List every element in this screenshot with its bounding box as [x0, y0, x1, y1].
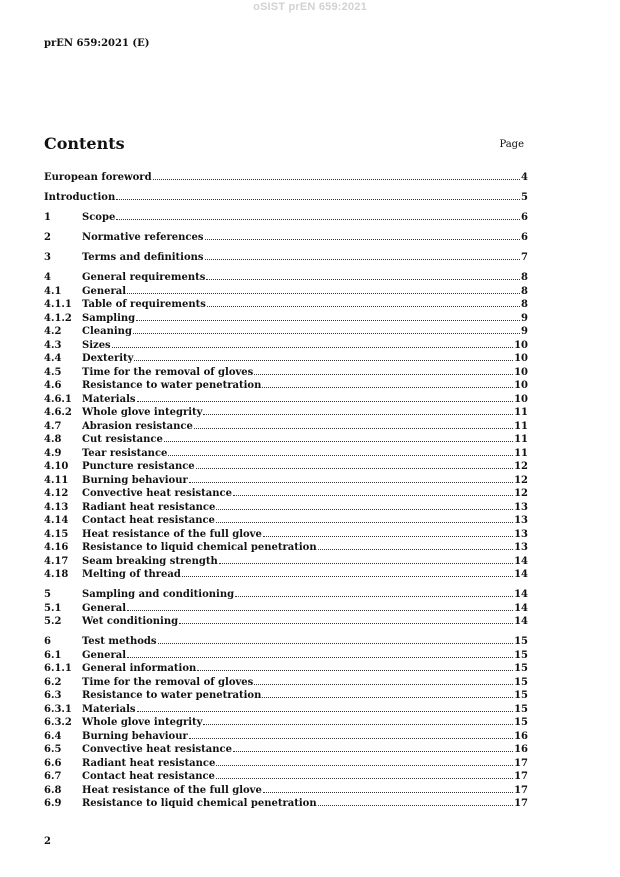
toc-entry-title: Burning behaviour [82, 474, 188, 486]
toc-entry-number: 4.7 [44, 420, 62, 432]
toc-dot-leader [219, 554, 513, 564]
toc-entry-title: Whole glove integrity [82, 717, 203, 728]
toc-dot-leader [158, 634, 514, 644]
toc-entry-title: Sampling and conditioning [82, 589, 235, 600]
toc-entry[interactable] [44, 378, 528, 392]
toc-dot-leader [164, 432, 513, 442]
toc-dot-leader [137, 702, 514, 712]
toc-dot-leader [153, 170, 520, 180]
toc-entry-page: 9 [521, 312, 528, 324]
toc-entry[interactable] [44, 675, 528, 689]
toc-entry-number: 6.5 [44, 744, 62, 755]
toc-entry-title: Normative references [82, 232, 204, 243]
toc-entry[interactable] [44, 614, 528, 628]
toc-entry[interactable] [44, 513, 528, 527]
toc-entry-page: 8 [521, 272, 528, 283]
toc-entry-page: 9 [521, 326, 528, 337]
toc-entry-page: 15 [514, 663, 528, 674]
toc-entry-title: Heat resistance of the full glove [82, 784, 262, 796]
toc-dot-leader [263, 783, 513, 793]
page-column-label: Page [499, 139, 524, 150]
toc-entry-title: Materials [82, 393, 136, 405]
toc-entry-title: Wet conditioning [82, 616, 179, 627]
toc-entry-title: Resistance to liquid chemical penetration [82, 542, 317, 553]
toc-dot-leader [137, 392, 514, 402]
toc-entry-number: 4.11 [44, 474, 69, 486]
toc-entry-page: 17 [514, 757, 528, 769]
toc-entry[interactable] [44, 527, 528, 541]
toc-entry-title: Radiant heat resistance [82, 501, 216, 513]
toc-dot-leader [216, 513, 513, 523]
toc-dot-leader [189, 473, 513, 483]
toc-entry[interactable] [44, 688, 528, 702]
toc-entry-page: 13 [514, 528, 528, 540]
toc-entry[interactable] [44, 587, 528, 601]
toc-entry-page: 14 [514, 555, 528, 567]
toc-dot-leader [133, 324, 520, 334]
toc-entry[interactable] [44, 783, 528, 797]
toc-entry-page: 15 [514, 636, 528, 647]
toc-entry-number: 6.4 [44, 730, 62, 742]
toc-entry-number: 5.2 [44, 616, 62, 627]
toc-entry[interactable] [44, 540, 528, 554]
toc-entry-page: 4 [521, 172, 528, 183]
toc-entry-number: 6.1 [44, 649, 62, 661]
toc-entry-number: 4.6.2 [44, 407, 72, 418]
toc-entry-page: 6 [521, 212, 528, 223]
toc-entry-number: 4.2 [44, 326, 62, 337]
toc-entry-page: 16 [514, 730, 528, 742]
toc-entry-number: 4.6.1 [44, 393, 72, 405]
toc-entry-number: 5 [44, 589, 51, 600]
toc-entry-title: General [82, 285, 127, 297]
toc-entry[interactable] [44, 769, 528, 783]
toc-dot-leader [197, 661, 513, 671]
toc-entry-title: Cleaning [82, 326, 132, 337]
toc-dot-leader [189, 729, 513, 739]
toc-entry-number: 4.6 [44, 380, 62, 391]
toc-entry[interactable] [44, 554, 528, 568]
toc-dot-leader [112, 338, 513, 348]
toc-entry[interactable] [44, 405, 528, 419]
toc-dot-leader [233, 742, 513, 752]
toc-entry-title: Contact heat resistance [82, 515, 215, 526]
toc-entry-title: Sampling [82, 312, 136, 324]
toc-entry-page: 8 [521, 285, 528, 297]
toc-entry[interactable] [44, 250, 528, 264]
toc-dot-leader [203, 405, 513, 415]
toc-entry-number: 4.16 [44, 542, 69, 553]
toc-dot-leader [127, 648, 513, 658]
toc-entry-title: General [82, 602, 127, 614]
toc-dot-leader [207, 297, 520, 307]
toc-entry-number: 6.3.2 [44, 717, 72, 728]
toc-entry-number: 6 [44, 636, 51, 647]
toc-entry-number: 4.9 [44, 447, 62, 459]
toc-dot-leader [127, 284, 520, 294]
toc-entry-number: 4.4 [44, 353, 62, 364]
toc-entry[interactable] [44, 210, 528, 224]
toc-dot-leader [116, 210, 520, 220]
toc-dot-leader [205, 250, 521, 260]
toc-entry[interactable] [44, 311, 528, 325]
toc-entry-number: 6.7 [44, 771, 62, 782]
toc-entry-number: 6.2 [44, 676, 62, 688]
toc-entry-number: 6.8 [44, 784, 62, 796]
toc-entry[interactable] [44, 324, 528, 338]
toc-entry-page: 11 [514, 407, 528, 418]
toc-entry-page: 14 [514, 616, 528, 627]
toc-entry-page: 14 [514, 589, 528, 600]
toc-entry-page: 15 [514, 717, 528, 728]
toc-entry-number: 2 [44, 232, 51, 243]
toc-entry-number: 4.3 [44, 339, 62, 351]
toc-entry[interactable] [44, 742, 528, 756]
toc-entry-title: Sizes [82, 339, 111, 351]
toc-entry-title: Test methods [82, 636, 157, 647]
toc-entry[interactable] [44, 297, 528, 311]
toc-entry-number: 4.17 [44, 555, 69, 567]
toc-entry-title: Scope [82, 212, 116, 223]
toc-dot-leader [233, 486, 513, 496]
toc-entry-number: 4.15 [44, 528, 69, 540]
toc-entry-title: Cut resistance [82, 434, 163, 445]
toc-entry-page: 17 [514, 784, 528, 796]
toc-entry-page: 16 [514, 744, 528, 755]
toc-entry-title: Tear resistance [82, 447, 168, 459]
toc-entry-title: Whole glove integrity [82, 407, 203, 418]
toc-entry-title: Materials [82, 703, 136, 715]
toc-dot-leader [205, 230, 521, 240]
toc-entry[interactable] [44, 419, 528, 433]
toc-entry[interactable] [44, 796, 528, 810]
toc-entry-page: 11 [514, 420, 528, 432]
toc-entry[interactable] [44, 459, 528, 473]
toc-entry[interactable] [44, 634, 528, 648]
toc-entry-title: Terms and definitions [82, 252, 204, 263]
toc-entry[interactable] [44, 473, 528, 487]
toc-entry-page: 15 [514, 649, 528, 661]
toc-entry-page: 11 [514, 434, 528, 445]
toc-entry-number: 6.3 [44, 690, 62, 701]
toc-entry-title: Seam breaking strength [82, 555, 218, 567]
toc-entry-page: 14 [514, 569, 528, 580]
toc-entry[interactable] [44, 702, 528, 716]
toc-entry[interactable] [44, 486, 528, 500]
toc-dot-leader [136, 311, 520, 321]
toc-entry-number: 1 [44, 212, 51, 223]
toc-entry[interactable] [44, 756, 528, 770]
toc-entry-title: Burning behaviour [82, 730, 188, 742]
toc-entry-page: 11 [514, 447, 528, 459]
toc-entry-title: Heat resistance of the full glove [82, 528, 262, 540]
toc-entry-page: 12 [514, 488, 528, 499]
toc-entry[interactable] [44, 284, 528, 298]
toc-entry-page: 10 [514, 380, 528, 391]
toc-dot-leader [134, 351, 513, 361]
toc-entry-number: 4.8 [44, 434, 62, 445]
toc-entry-page: 7 [521, 252, 528, 263]
toc-entry-number: 4.18 [44, 569, 69, 580]
toc-dot-leader [235, 587, 513, 597]
contents-heading: Contents [44, 134, 125, 153]
toc-entry-number: 3 [44, 252, 51, 263]
toc-entry-page: 12 [514, 461, 528, 472]
toc-entry-number: 5.1 [44, 602, 62, 614]
toc-entry-title: Melting of thread [82, 569, 181, 580]
toc-entry-page: 14 [514, 602, 528, 614]
toc-entry-title: Dexterity [82, 353, 134, 364]
toc-entry[interactable] [44, 365, 528, 379]
toc-entry-title: Puncture resistance [82, 461, 195, 472]
toc-entry-title: Radiant heat resistance [82, 757, 216, 769]
toc-entry-number: 4.12 [44, 488, 69, 499]
toc-entry-page: 15 [514, 676, 528, 688]
toc-entry-page: 17 [514, 771, 528, 782]
toc-entry[interactable] [44, 190, 528, 204]
toc-entry-page: 13 [514, 515, 528, 526]
toc-entry-page: 6 [521, 232, 528, 243]
toc-dot-leader [179, 614, 513, 624]
toc-entry-number: 6.6 [44, 757, 62, 769]
toc-dot-leader [216, 500, 513, 510]
toc-entry-title: Table of requirements [82, 299, 206, 310]
toc-entry[interactable] [44, 446, 528, 460]
toc-entry-number: 4.5 [44, 366, 62, 378]
toc-entry-number: 6.1.1 [44, 663, 72, 674]
toc-entry-title: Time for the removal of gloves [82, 366, 254, 378]
toc-entry[interactable] [44, 270, 528, 284]
toc-entry-number: 4 [44, 272, 51, 283]
toc-entry-page: 10 [514, 353, 528, 364]
toc-entry-title: Convective heat resistance [82, 744, 232, 755]
toc-entry[interactable] [44, 170, 528, 184]
toc-dot-leader [262, 378, 513, 388]
toc-dot-leader [206, 270, 520, 280]
toc-entry-page: 15 [514, 703, 528, 715]
toc-entry-title: European foreword [44, 172, 152, 183]
table-of-contents [44, 170, 528, 810]
toc-dot-leader [116, 190, 520, 200]
toc-dot-leader [318, 540, 513, 550]
toc-entry[interactable] [44, 338, 528, 352]
toc-entry[interactable] [44, 567, 528, 581]
toc-entry-number: 4.10 [44, 461, 69, 472]
toc-entry-page: 13 [514, 542, 528, 553]
toc-dot-leader [196, 459, 513, 469]
toc-dot-leader [168, 446, 513, 456]
toc-entry-title: General information [82, 663, 197, 674]
toc-entry-title: Introduction [44, 192, 116, 203]
toc-dot-leader [127, 601, 513, 611]
toc-entry-page: 8 [521, 299, 528, 310]
toc-entry[interactable] [44, 351, 528, 365]
page-number: 2 [44, 836, 51, 847]
toc-entry-page: 13 [514, 501, 528, 513]
toc-entry-title: General [82, 649, 127, 661]
toc-entry-title: Convective heat resistance [82, 488, 232, 499]
toc-entry[interactable] [44, 715, 528, 729]
toc-dot-leader [263, 527, 513, 537]
toc-entry-number: 6.3.1 [44, 703, 72, 715]
toc-entry-title: Resistance to water penetration [82, 690, 262, 701]
toc-entry-number: 4.13 [44, 501, 69, 513]
toc-entry-title: General requirements [82, 272, 206, 283]
toc-entry[interactable] [44, 230, 528, 244]
toc-dot-leader [194, 419, 513, 429]
toc-dot-leader [254, 675, 513, 685]
toc-entry[interactable] [44, 500, 528, 514]
toc-entry-number: 4.1 [44, 285, 62, 297]
toc-entry[interactable] [44, 601, 528, 615]
toc-dot-leader [318, 796, 513, 806]
toc-entry-number: 4.14 [44, 515, 69, 526]
toc-entry[interactable] [44, 648, 528, 662]
toc-entry-title: Contact heat resistance [82, 771, 215, 782]
toc-entry-title: Resistance to water penetration [82, 380, 262, 391]
toc-entry-title: Time for the removal of gloves [82, 676, 254, 688]
toc-entry-title: Resistance to liquid chemical penetration [82, 798, 317, 809]
toc-entry-number: 6.9 [44, 798, 62, 809]
toc-entry-title: Abrasion resistance [82, 420, 193, 432]
toc-entry[interactable] [44, 729, 528, 743]
toc-dot-leader [216, 769, 513, 779]
toc-dot-leader [203, 715, 513, 725]
toc-entry-page: 12 [514, 474, 528, 486]
toc-entry-page: 10 [514, 366, 528, 378]
toc-entry-page: 10 [514, 339, 528, 351]
toc-dot-leader [254, 365, 513, 375]
toc-entry-page: 5 [521, 192, 528, 203]
document-id: prEN 659:2021 (E) [44, 38, 150, 49]
toc-dot-leader [216, 756, 513, 766]
toc-entry-number: 4.1.2 [44, 312, 72, 324]
toc-dot-leader [182, 567, 513, 577]
watermark: oSIST prEN 659:2021 [253, 1, 367, 13]
toc-entry-page: 15 [514, 690, 528, 701]
toc-entry[interactable] [44, 392, 528, 406]
toc-entry[interactable] [44, 432, 528, 446]
toc-entry-number: 4.1.1 [44, 299, 72, 310]
toc-entry-page: 17 [514, 798, 528, 809]
toc-entry[interactable] [44, 661, 528, 675]
toc-entry-page: 10 [514, 393, 528, 405]
toc-dot-leader [262, 688, 513, 698]
